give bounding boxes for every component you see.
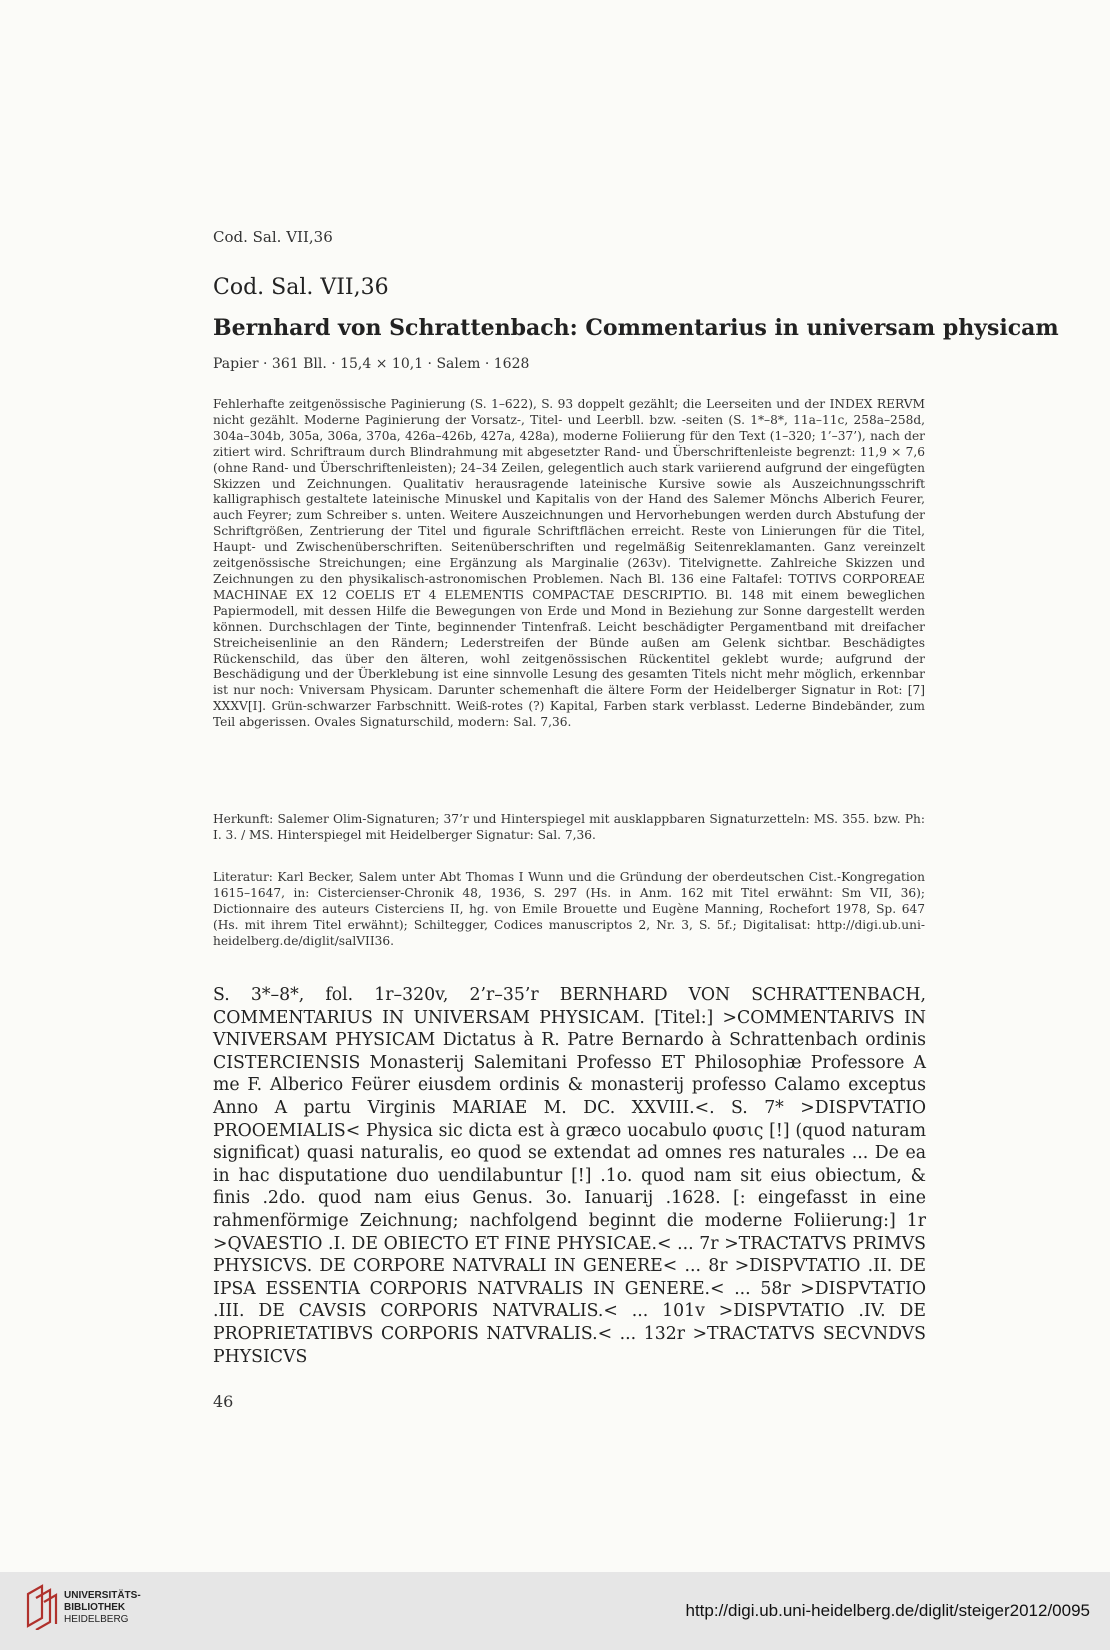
- page-subtitle: Bernhard von Schrattenbach: Commentarius in universam physicam: [213, 315, 1059, 341]
- logo-line-3: HEIDELBERG: [64, 1614, 129, 1625]
- running-head: Cod. Sal. VII,36: [213, 228, 333, 246]
- logo-line-1: UNIVERSITÄTS-: [64, 1590, 141, 1601]
- literature-paragraph: Literatur: Karl Becker, Salem unter Abt Thomas I Wunn und die Gründung der oberdeutschen Cist.-Kongregation 1615–1647, in: Cistercienser-Chronik 48, 1936, S. 297 (Hs. in Anm. 162 mit Titel erwähnt: Sm VII, 36); Dictionnaire des auteurs Cisterciens II, hg. von Emile Brouette und Eugène Manning, Rochefort 1978, Sp. 647 (Hs. mit ihrem Titel erwähnt); Schiltegger, Codices manuscriptos 2, Nr. 3, S. 5f.; Digitalisat: http://digi.ub.uni-heidelberg.de/diglit/salVII36.: [213, 870, 925, 948]
- contents-paragraph: S. 3*–8*, fol. 1r–320v, 2’r–35’r BERNHARD VON SCHRATTENBACH, COMMENTARIUS IN UNIVERSAM PHYSICAM. [Titel:] >COMMENTARIVS IN VNIVERSAM PHYSICAM Dictatus à R. Patre Bernardo à Schrattenbach ordinis CISTERCIENSIS Monasterij Salemitani Professo ET Philosophiæ Professore A me F. Alberico Feürer eiusdem ordinis & monasterij professo Calamo exceptus Anno A partu Virginis MARIAE M. DC. XXVIII.<. S. 7* >DISPVTATIO PROOEMIALIS< Physica sic dicta est à græco uocabulo φυσις [!] (quod naturam significat) quasi naturalis, eo quod se extendat ad omnes res naturales ... De ea in hac disputatione duo uendilabuntur [!] .1o. quod nam sit eius obiectum, & finis .2do. quod nam eius Genus. 3o. Ianuarij .1628. [: eingefasst in eine rahmenförmige Zeichnung; nachfolgend beginnt die moderne Foliierung:] 1r >QVAESTIO .I. DE OBIECTO ET FINE PHYSICAE.< ... 7r >TRACTATVS PRIMVS PHYSICVS. DE CORPORE NATVRALI IN GENERE< ... 8r >DISPVTATIO .II. DE IPSA ESSENTIA CORPORIS NATVRALIS IN GENERE.< ... 58r >DISPVTATIO .III. DE CAVSIS CORPORIS NATVRALIS.< ... 101v >DISPVTATIO .IV. DE PROPRIETATIBVS CORPORIS NATVRALIS.< ... 132r >TRACTATVS SECVNDVS PHYSICVS: [213, 985, 926, 1367]
- logo-line-2: BIBLIOTHEK: [64, 1602, 126, 1613]
- description-paragraph: Fehlerhafte zeitgenössische Paginierung (S. 1–622), S. 93 doppelt gezählt; die Leerseiten und der INDEX RERVM nicht gezählt. Moderne Paginierung der Vorsatz-, Titel- und Leerbll. bzw. -seiten (S. 1*–8*, 11a–11c, 258a–258d, 304a–304b, 305a, 306a, 370a, 426a–426b, 427a, 428a), moderne Foliierung für den Text (1–320; 1’–37’), nach der zitiert wird. Schriftraum durch Blindrahmung mit abgesetzter Rand- und Überschriftenleiste begrenzt: 11,9 × 7,6 (ohne Rand- und Überschriftenleisten); 24–34 Zeilen, gelegentlich auch stark variierend aufgrund der eingefügten Skizzen und Zeichnungen. Qualitativ herausragende lateinische Kursive sowie als Auszeichnungsschrift kalligraphisch gestaltete lateinische Minuskel und Kapitalis von der Hand des Salemer Mönchs Alberich Feurer, auch Feyrer; zum Schreiber s. unten. Weitere Auszeichnungen und Hervorhebungen werden durch Abstufung der Schriftgrößen, Zentrierung der Titel und figurale Schriftflächen erreicht. Reste von Linierungen für die Titel, Haupt- und Zwischenüberschriften. Seitenüberschriften und regelmäßig Seitenreklamanten. Ganz vereinzelt zeitgenössische Streichungen; eine Ergänzung als Marginalie (263v). Titelvignette. Zahlreiche Skizzen und Zeichnungen zu den physikalisch-astronomischen Problemen. Nach Bl. 136 eine Faltafel: TOTIVS CORPOREAE MACHINAE EX 12 COELIS ET 4 ELEMENTIS COMPACTAE DESCRIPTIO. Bl. 148 mit einem beweglichen Papiermodell, mit dessen Hilfe die Bewegungen von Erde und Mond in Beziehung zur Sonne dargestellt werden können. Durchschlagen der Tinte, beginnender Tintenfraß. Leicht beschädigter Pergamentband mit dreifacher Streicheisenlinie an den Rändern; Lederstreifen der Bünde außen am Gelenk sichtbar. Beschädigtes Rückenschild, das über den älteren, wohl zeitgenössischen Rückentitel geklebt wurde; aufgrund der Beschädigung und der Überklebung ist eine sinnvolle Lesung des gesamten Titels nicht mehr möglich, erkennbar ist nur noch: Vniversam Physicam. Darunter schemenhaft die ältere Form der Heidelberger Signatur in Rot: [7] XXXV[I]. Grün-schwarzer Farbschnitt. Weiß-rotes (?) Kapital, Farben stark verblasst. Lederne Bindebänder, zum Teil abgerissen. Ovales Signaturschild, modern: Sal. 7,36.: [213, 397, 925, 730]
- manuscript-metadata: Papier · 361 Bll. · 15,4 × 10,1 · Salem · 1628: [213, 356, 530, 372]
- page-number: 46: [213, 1392, 234, 1411]
- provenance-paragraph: Herkunft: Salemer Olim-Signaturen; 37’r und Hinterspiegel mit ausklappbaren Signaturzetteln: MS. 355. bzw. Ph: I. 3. / MS. Hinterspiegel mit Heidelberger Signatur: Sal. 7,36.: [213, 812, 925, 842]
- viewer-footer: [0, 1572, 1110, 1650]
- library-logo-icon: [24, 1584, 58, 1630]
- source-url-link[interactable]: http://digi.ub.uni-heidelberg.de/diglit/steiger2012/0095: [685, 1601, 1090, 1620]
- library-logo[interactable]: [24, 1580, 144, 1640]
- page-title: Cod. Sal. VII,36: [213, 275, 389, 300]
